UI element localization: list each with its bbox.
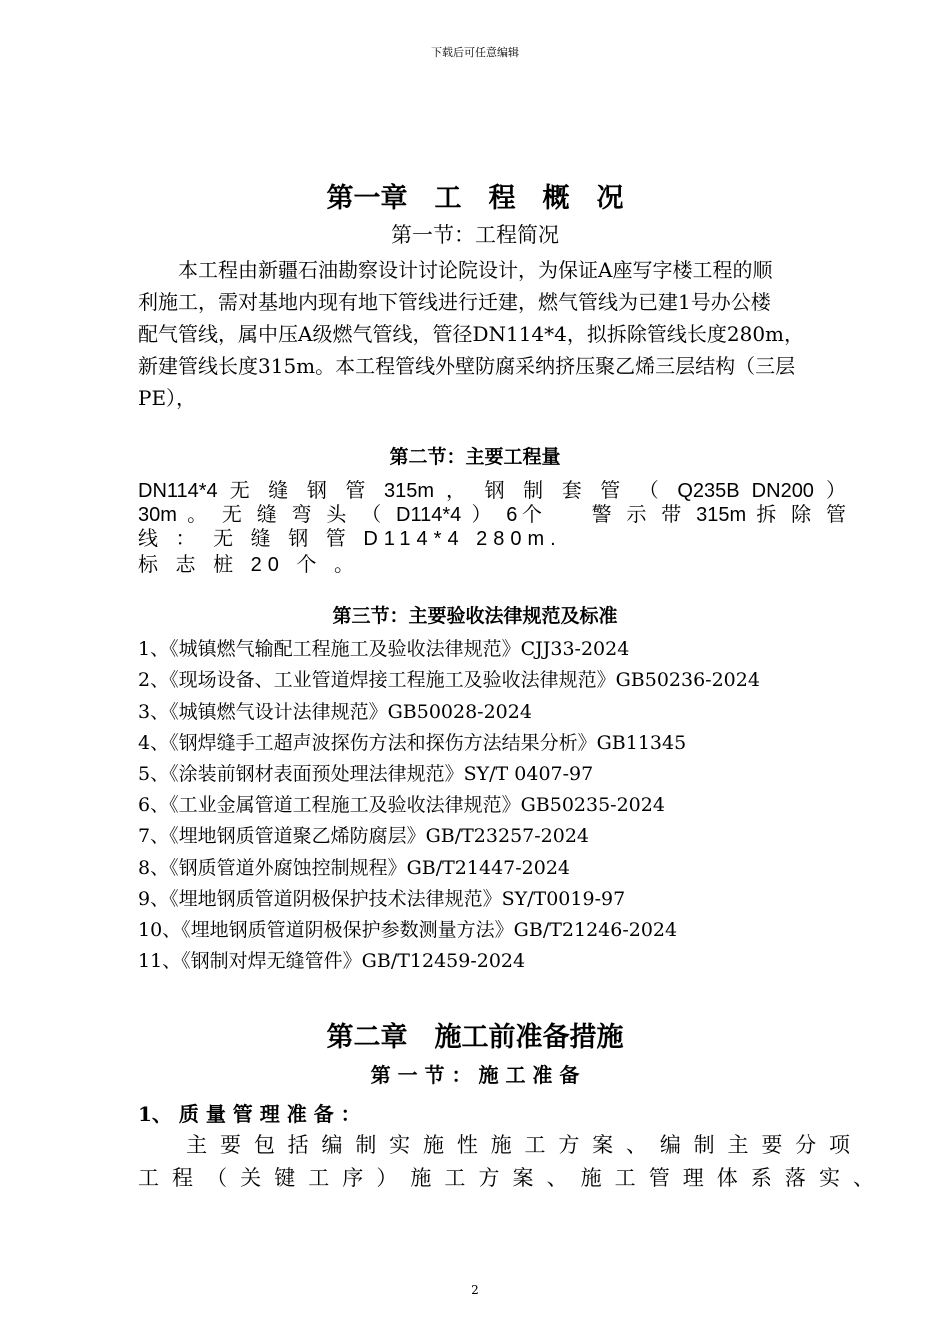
chapter1-section3-title: 第三节：主要验收法律规范及标准 [332, 605, 618, 627]
paragraph-line: 主 要 包 括 编 制 实 施 性 施 工 方 案 、 编 制 主 要 分 项 [138, 1133, 850, 1157]
chapter2-title: 第二章 施工前准备措施 [326, 1022, 624, 1053]
quantity-line: DN114*4 无 缝 钢 管 315m ， 钢 制 套 管 （ Q235B DN200 ） [138, 480, 846, 502]
list-item: 8、《钢质管道外腐蚀控制规程》GB/T21447-2024 [138, 857, 571, 879]
overview-line: 本工程由新疆石油勘察设计讨论院设计，为保证A座写字楼工程的顺 [138, 258, 773, 282]
list-item: 5、《涂装前钢材表面预处理法律规范》SY/T 0407-97 [138, 763, 594, 785]
page-header-note: 下载后可任意编辑 [431, 46, 519, 59]
list-item: 4、《钢焊缝手工超声波探伤方法和探伤方法结果分析》GB11345 [138, 732, 687, 754]
list-item: 1、《城镇燃气输配工程施工及验收法律规范》CJJ33-2024 [138, 638, 630, 660]
list-item: 3、《城镇燃气设计法律规范》GB50028-2024 [138, 701, 532, 723]
page-number: 2 [471, 1283, 479, 1297]
list-item: 6、《工业金属管道工程施工及验收法律规范》GB50235-2024 [138, 794, 665, 816]
list-item: 9、《埋地钢质管道阴极保护技术法律规范》SY/T0019-97 [138, 888, 626, 910]
chapter1-title: 第一章 工 程 概 况 [326, 183, 624, 214]
list-item: 7、《埋地钢质管道聚乙烯防腐层》GB/T23257-2024 [138, 825, 590, 847]
chapter1-section1-title: 第一节：工程简况 [391, 223, 559, 247]
chapter2-section1-title: 第 一 节 ： 施 工 准 备 [370, 1063, 580, 1087]
overview-line: 新建管线长度315m。本工程管线外壁防腐采纳挤压聚乙烯三层结构（三层 [138, 354, 796, 378]
quality-management-heading: 1、 质 量 管 理 准 备 ： [138, 1102, 361, 1126]
overview-line: 利施工，需对基地内现有地下管线进行迁建，燃气管线为已建1号办公楼 [138, 290, 771, 314]
paragraph-line: 工 程 （ 关 键 工 序 ） 施 工 方 案 、 施 工 管 理 体 系 落 实 、 [138, 1166, 874, 1190]
overview-line: PE）， [138, 386, 197, 410]
overview-line: 配气管线，属中压A级燃气管线，管径DN114*4，拟拆除管线长度280m， [138, 322, 805, 346]
list-item: 11、《钢制对焊无缝管件》GB/T12459-2024 [138, 950, 526, 972]
chapter1-section2-title: 第二节：主要工程量 [389, 446, 561, 468]
list-item: 10、《埋地钢质管道阴极保护参数测量方法》GB/T21246-2024 [138, 919, 678, 941]
quantity-line: 标 志 桩 20 个 。 [138, 554, 361, 576]
list-item: 2、《现场设备、工业管道焊接工程施工及验收法律规范》GB50236-2024 [138, 669, 760, 691]
quantity-line: 30m 。 无 缝 弯 头 （ D114*4 ） 6个 警 示 带 315m 拆 除 管 [138, 504, 846, 526]
quantity-line: 线 ： 无 缝 钢 管 D114*4 280m. [138, 528, 562, 550]
